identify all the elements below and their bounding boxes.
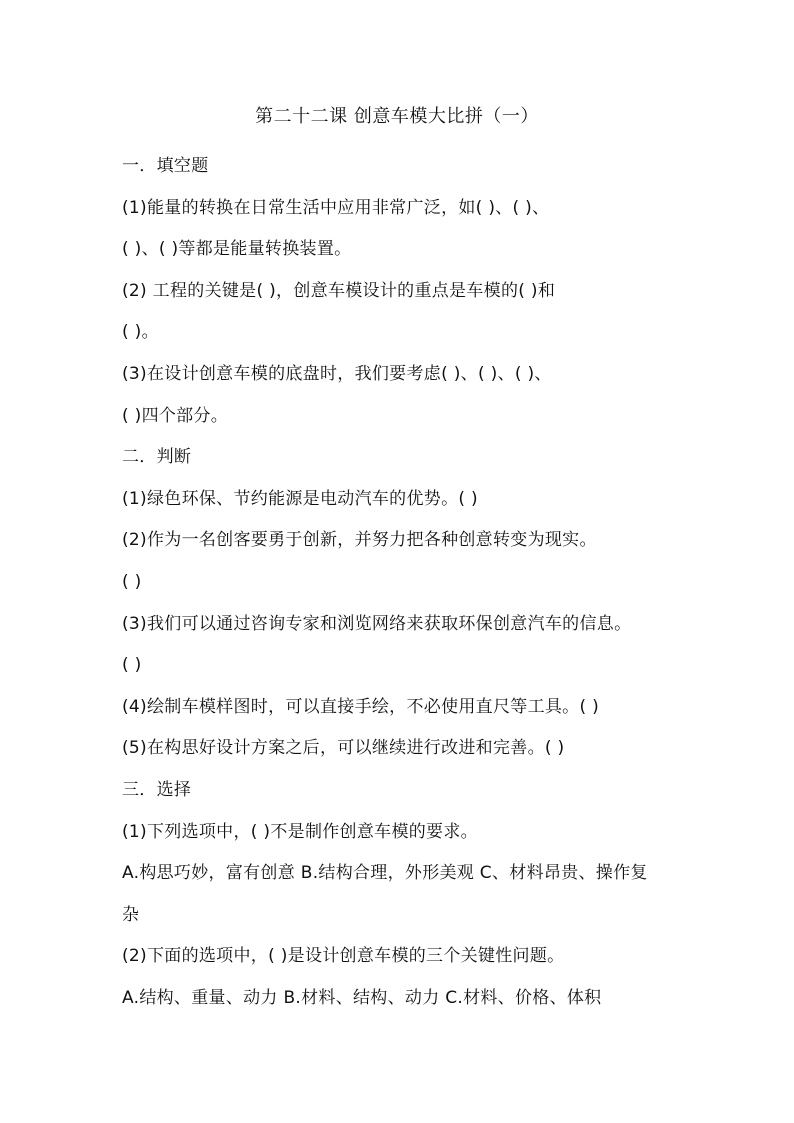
question-line: (2) 工程的关键是( )，创意车模设计的重点是车模的( )和 (122, 280, 556, 301)
question-line: (4)绘制车模样图时，可以直接手绘，不必使用直尺等工具。( ) (122, 696, 600, 717)
question-line: (5)在构思好设计方案之后，可以继续进行改进和完善。( ) (122, 738, 565, 759)
page-title: 第二十二课 创意车模大比拼（一） (255, 106, 539, 127)
question-line: (2)下面的选项中，( )是设计创意车模的三个关键性问题。 (122, 946, 565, 967)
section-heading-choice: 三．选择 (122, 779, 192, 800)
answer-bracket-line: ( ) (122, 655, 142, 676)
section-heading-fill-blank: 一．填空题 (122, 156, 209, 176)
document-body (122, 146, 682, 1019)
question-line: ( )、( )等都是能量转换装置。 (122, 239, 352, 260)
answer-bracket-line: ( ) (122, 571, 142, 592)
question-line: ( )四个部分。 (122, 405, 229, 426)
section-heading-judgement: 二．判断 (122, 447, 192, 468)
question-line: (1)绿色环保、节约能源是电动汽车的优势。( ) (122, 488, 478, 509)
question-line: (3)在设计创意车模的底盘时，我们要考虑( )、( )、( )、 (122, 363, 552, 384)
options-line: 杂 (122, 904, 140, 925)
question-line: (2)作为一名创客要勇于创新，并努力把各种创意转变为现实。 (122, 530, 597, 551)
question-line: (1)能量的转换在日常生活中应用非常广泛，如( )、( )、 (122, 197, 550, 218)
question-line: (1)下列选项中，( )不是制作创意车模的要求。 (122, 821, 478, 842)
options-line: A.结构、重量、动力 B.材料、结构、动力 C.材料、价格、体积 (122, 987, 602, 1008)
options-line: A.构思巧妙，富有创意 B.结构合理，外形美观 C、材料昂贵、操作复 (122, 863, 648, 884)
question-line: (3)我们可以通过咨询专家和浏览网络来获取环保创意汽车的信息。 (122, 613, 632, 634)
question-line: ( )。 (122, 322, 159, 343)
